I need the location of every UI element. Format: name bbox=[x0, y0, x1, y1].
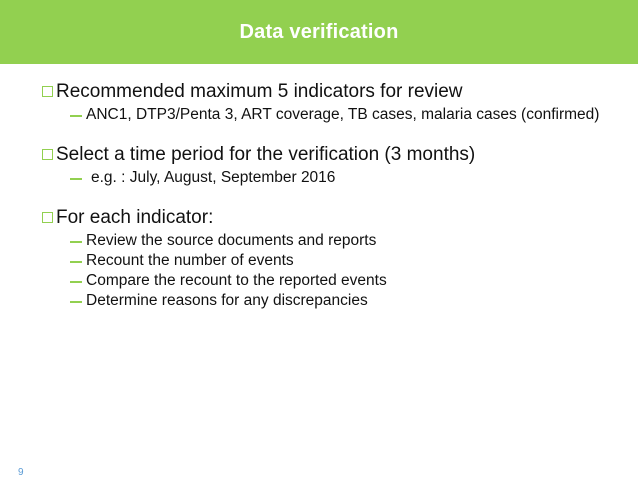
sub-bullet-text: Compare the recount to the reported events bbox=[86, 272, 387, 289]
sub-bullet-list bbox=[69, 168, 612, 188]
checkbox-bullet-icon bbox=[42, 212, 53, 223]
dash-icon bbox=[70, 241, 82, 243]
bullet-text: Recommended maximum 5 indicators for review bbox=[56, 81, 463, 102]
bullet-section-each-indicator bbox=[42, 206, 612, 311]
bullet-item bbox=[42, 143, 612, 167]
sub-bullet-text: Recount the number of events bbox=[86, 252, 294, 269]
bullet-item bbox=[42, 80, 612, 104]
sub-bullet-item bbox=[69, 168, 612, 188]
sub-bullet-item bbox=[69, 251, 612, 271]
dash-icon bbox=[70, 301, 82, 303]
sub-bullet-text: ANC1, DTP3/Penta 3, ART coverage, TB cases, malaria cases (confirmed) bbox=[86, 106, 600, 123]
title-bar bbox=[0, 0, 638, 64]
sub-bullet-item bbox=[69, 105, 612, 125]
sub-bullet-item bbox=[69, 231, 612, 251]
sub-bullet-text: Review the source documents and reports bbox=[86, 232, 377, 249]
sub-bullet-item bbox=[69, 271, 612, 291]
slide-content bbox=[42, 80, 612, 329]
bullet-section-time-period bbox=[42, 143, 612, 188]
dash-icon bbox=[70, 261, 82, 263]
slide-title: Data verification bbox=[239, 20, 399, 43]
checkbox-bullet-icon bbox=[42, 149, 53, 160]
bullet-item bbox=[42, 206, 612, 230]
dash-icon bbox=[70, 281, 82, 283]
sub-bullet-text: e.g. : July, August, September 2016 bbox=[91, 169, 336, 186]
dash-icon bbox=[70, 115, 82, 117]
sub-bullet-item bbox=[69, 291, 612, 311]
sub-bullet-list bbox=[69, 231, 612, 311]
page-number: 9 bbox=[18, 467, 24, 478]
dash-icon bbox=[70, 178, 82, 180]
checkbox-bullet-icon bbox=[42, 86, 53, 97]
sub-bullet-list bbox=[69, 105, 612, 125]
bullet-section-indicators bbox=[42, 80, 612, 125]
bullet-text: Select a time period for the verification (3 months) bbox=[56, 144, 476, 165]
bullet-text: For each indicator: bbox=[56, 207, 214, 228]
sub-bullet-text: Determine reasons for any discrepancies bbox=[86, 292, 368, 309]
